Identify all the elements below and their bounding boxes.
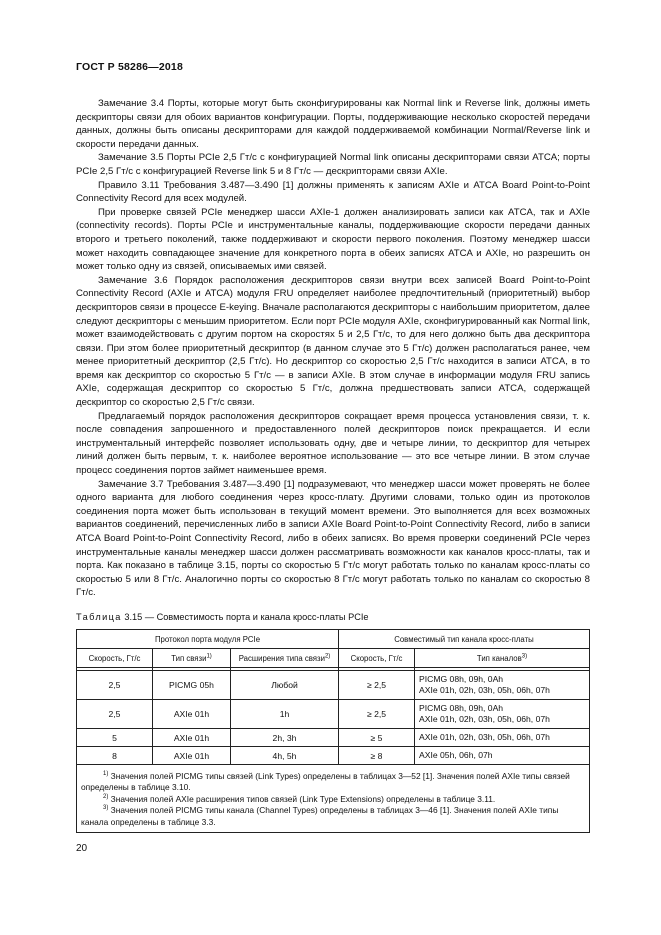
paragraph-rule-3-11: Правило 3.11 Требования 3.487—3.490 [1] должны применять к записям AXIe и ATCA Board Point-to-Point Connectivity Record для всех модулей.	[76, 179, 590, 205]
col-header-link-ext: Расширения типа связи$^{2)}$	[231, 649, 339, 668]
paragraph-note-3-6: Замечание 3.6 Порядок расположения дескрипторов связи внутри всех записей Board Point-to-Point Connectivity Record (AXIe и ATCA) модуля FRU определяет наиболее предпочтительный (приоритетный) выбор дескрипторов связи в процессе E-keying. Вначале располагаются дескрипторы с наибольшим приоритетом, далее следуют дескрипторы с меньшим приоритетом. Если порт PCIe модуля AXIe, сконфигурированный как Normal link, может взаимодействовать с другим портом на скоростях 5 и 2,5 Гт/с, то для него должно быть два дескриптора связи. При этом более приоритетный дескриптор (в данном случае это 5 Гт/с) должен располагаться ранее, чем менее приоритетный дескриптор (2,5 Гт/с). Но дескриптор со скоростью 2,5 Гт/с находится в записи ATCA, в то время как дескриптор со скоростью 5 Гт/с — в записи AXIe. В этом случае в информации модуля FRU запись AXIe, содержащая дескриптор со скоростью 5 Гт/с, должна предшествовать записи ATCA, содержащей дескриптор со скоростью 2,5 Гт/с связи.	[76, 274, 590, 409]
compatibility-table	[76, 629, 590, 833]
footnote-3: $^{3)}$ Значения полей PICMG типы канала (Channel Types) определены в таблицах 3—46 [1]. Значения полей AXIe типы канала определены в таблице 3.3.	[81, 805, 559, 827]
col-header-speed: Скорость, Гт/с	[77, 649, 153, 668]
table-footnotes	[77, 765, 590, 833]
paragraph-proposed-order: Предлагаемый порядок расположения дескрипторов сокращает время процесса установления связи, т. к. после совпадения запрошенного и предоставленного полей дескрипторов поиск прекращается. И если инструментальный интерфейс позволяет использовать одну, две и четыре линии, то дескриптор для четырех линий должен быть первым, т. к. наиболее вероятное использование — это все четыре линии. В этом случае процесс соединения портов займет наименьшее время.	[76, 410, 590, 477]
col-header-backplane-speed: Скорость, Гт/с	[339, 649, 415, 668]
page-number: 20	[76, 843, 88, 854]
table-row: 8 AXIe 01h 4h, 5h ≥ 8 AXIe 05h, 06h, 07h	[77, 747, 590, 765]
paragraph-pcie-check: При проверке связей PCIe менеджер шасси AXIe-1 должен анализировать записи как ATCA, так и AXIe (connectivity records). Порты PCIe и инструментальные каналы, поддерживающие скорости передачи данных второго и третьего поколений, также поддерживают и скорости первого поколения. Поэтому менеджер шасси может находить совпадающее значение для конкретного порта в обеих записях ATCA и AXIe, но разрешить он может только одну из связей, описываемых ими связей.	[76, 206, 590, 273]
footnote-2: $^{2)}$ Значения полей AXIe расширения типов связей (Link Type Extensions) определены в таблице 3.11.	[103, 793, 496, 804]
group-header-port-protocol: Протокол порта модуля PCIe	[77, 630, 339, 649]
table-column-header-row	[77, 649, 590, 668]
table-row: 5 AXIe 01h 2h, 3h ≥ 5 AXIe 01h, 02h, 03h, 05h, 06h, 07h	[77, 729, 590, 747]
table-row: 2,5 AXIe 01h 1h ≥ 2,5 PICMG 08h, 09h, 0Ah AXIe 01h, 02h, 03h, 05h, 06h, 07h	[77, 700, 590, 729]
body-text	[76, 97, 590, 600]
page-header: ГОСТ Р 58286—2018	[76, 61, 184, 73]
group-header-backplane-channel: Совместимый тип канала кросс-платы	[339, 630, 590, 649]
table-caption-word: Таблица	[76, 612, 122, 622]
table-caption-text: 3.15 — Совместимость порта и канала кросс-платы PCIe	[124, 612, 369, 622]
table-caption	[76, 612, 369, 622]
footnote-1: $^{1)}$ Значения полей PICMG типы связей (Link Types) определены в таблицах 3—52 [1]. Значения полей AXIe типы связей определены в таблице 3.10.	[81, 771, 570, 793]
paragraph-note-3-7: Замечание 3.7 Требования 3.487—3.490 [1] подразумевают, что менеджер шасси может проверять не более одного варианта для любого соединения через кросс-плату. Другими словами, только один из протоколов соединения порта может быть использован в текущий момент времени. Это выполняется для всех возможных вариантов соединений, перечисленных либо в записи AXIe Board Point-to-Point Connectivity Record, либо в записи ATCA Board Point-to-Point Connectivity Record, либо в обеих записях. Во время проверки соединений PCIe через инструментальные каналы менеджер шасси должен рассматривать возможности как каналов кросс-платы, так и порта. Как показано в таблице 3.15, порты со скоростью 5 Гт/с могут работать только по каналам кросс-платы со скоростью 5 или 8 Гт/с. Аналогично порты со скоростью 8 Гт/с могут работать только по каналам со скоростью 8 Гт/с.	[76, 478, 590, 599]
col-header-channel-type: Тип каналов$^{3)}$	[415, 649, 590, 668]
paragraph-note-3-5: Замечание 3.5 Порты PCIe 2,5 Гт/с с конфигурацией Normal link описаны дескрипторами связи ATCA; порты PCIe 2,5 Гт/с с конфигурацией Reverse link 5 и 8 Гт/с — дескрипторами связи AXIe.	[76, 152, 590, 177]
col-header-link-type: Тип связи$^{1)}$	[153, 649, 231, 668]
paragraph-note-3-4: Замечание 3.4 Порты, которые могут быть сконфигурированы как Normal link и Reverse link, должны иметь дескрипторы связи для обоих вариантов конфигурации. Порты, поддерживающие несколько скоростей передачи данных, должны быть описаны дескрипторами для каждой поддерживаемой комбинации Normal/Reverse link и скорости передачи данных.	[76, 98, 590, 150]
table-group-header-row	[77, 630, 590, 649]
table-row: 2,5 PICMG 05h Любой ≥ 2,5 PICMG 08h, 09h, 0Ah AXIe 01h, 02h, 03h, 05h, 06h, 07h	[77, 671, 590, 700]
